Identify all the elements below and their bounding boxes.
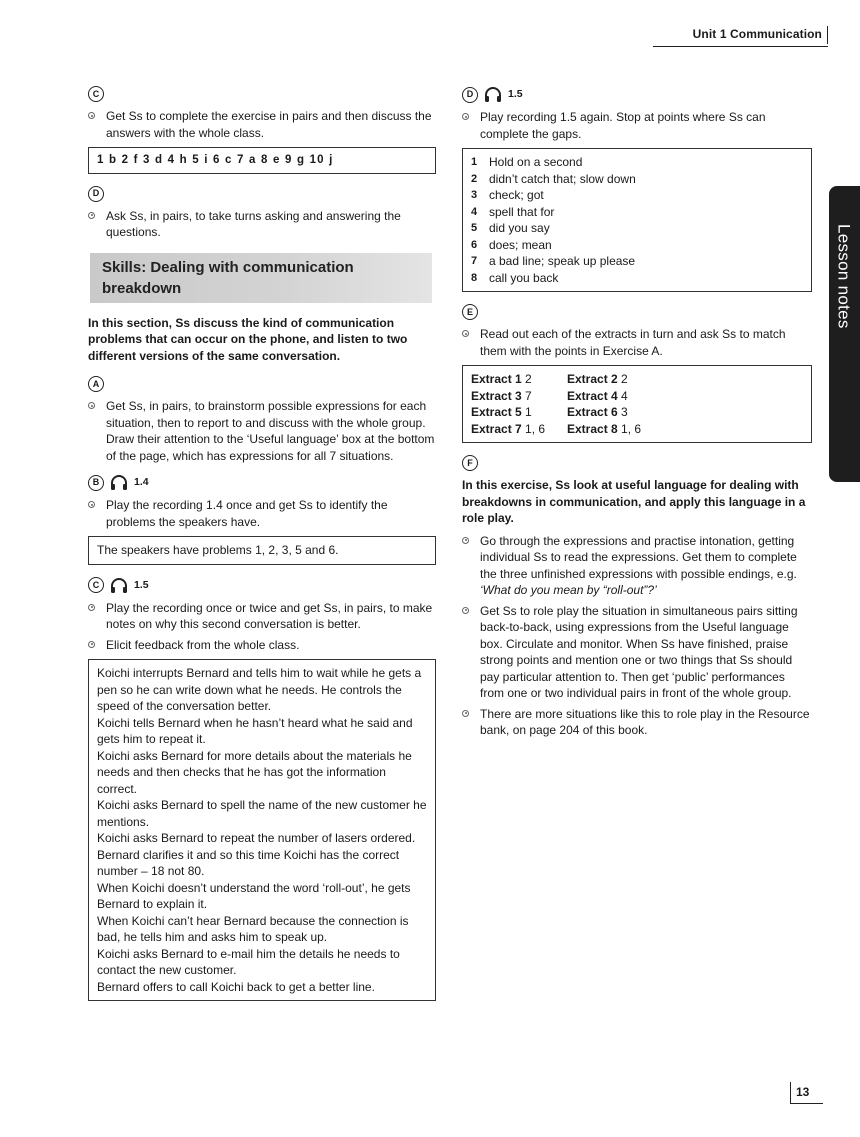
exercise-c2-bullets (88, 600, 436, 654)
bullet-text: Get Ss to complete the exercise in pairs and then discuss the answers with the whole class. (106, 109, 432, 140)
track-number: 1.4 (134, 476, 149, 489)
item-number: 1 (471, 156, 478, 168)
extract-cell (567, 404, 677, 421)
exercise-d1 (88, 186, 436, 241)
page-number: 13 (790, 1082, 823, 1104)
extract-label: Extract 1 (471, 372, 522, 386)
item-number: 5 (471, 222, 478, 234)
extract-label: Extract 4 (567, 388, 618, 403)
skills-intro: In this section, Ss discuss the kind of communication problems that can occur on the phone, and listen to two different versions of the same conversation. (88, 315, 408, 363)
extract-value: 4 (621, 388, 628, 403)
list-item (471, 187, 803, 204)
circle-letter-icon: C (88, 577, 104, 593)
answer-text: The speakers have problems 1, 2, 3, 5 and 6. (97, 543, 339, 557)
answer-line: Koichi asks Bernard to spell the name of the new customer he mentions. (97, 798, 427, 829)
bullet-text: Go through the expressions and practise intonation, getting individual Ss to read the expressions. Get them to complete the three unfinished expressions with possible endings, e.g. (480, 533, 797, 581)
circle-letter-icon: F (462, 455, 478, 471)
bullet-text: Play the recording 1.4 once and get Ss to identify the problems the speakers have. (106, 498, 388, 529)
extract-cell (567, 371, 677, 388)
lesson-notes-tab-label: Lesson notes (834, 224, 854, 329)
extract-grid (471, 371, 803, 437)
list-item (88, 208, 436, 241)
exercise-d2-marker (462, 86, 812, 103)
header-rule (827, 26, 828, 44)
exercise-e (462, 304, 812, 443)
running-header (653, 26, 828, 47)
bullet-text: Elicit feedback from the whole class. (106, 637, 300, 652)
answer-line: Koichi tells Bernard when he hasn’t heard what he said and gets him to repeat it. (97, 715, 413, 746)
item-number: 3 (471, 189, 478, 201)
exercise-f-intro: In this exercise, Ss look at useful language for dealing with breakdowns in communication, and apply this language in a role play. (462, 478, 806, 525)
bullet-icon (88, 641, 95, 648)
extract-cell (567, 421, 677, 438)
list-item (88, 637, 436, 654)
extract-label: Extract 5 (471, 405, 522, 419)
list-item (462, 603, 812, 702)
answer-line: Koichi asks Bernard to repeat the number of lasers ordered. Bernard clarifies it and so this time Koichi has the correct number – 18 not 80. (97, 831, 416, 878)
bullet-icon (88, 112, 95, 119)
bullet-icon (462, 710, 469, 717)
track-number: 1.5 (134, 578, 149, 591)
item-number: 6 (471, 238, 478, 251)
headphones-icon (110, 577, 128, 594)
exercise-c2-answer-box (88, 659, 436, 1001)
exercise-c2 (88, 577, 436, 1002)
extract-label: Extract 2 (567, 372, 618, 386)
circle-letter-icon: C (88, 86, 104, 102)
exercise-c1-marker (88, 86, 436, 102)
exercise-c1 (88, 86, 436, 174)
item-text: didn’t catch that; slow down (489, 171, 636, 186)
list-item (88, 497, 436, 530)
list-item (462, 109, 812, 142)
bullet-icon (88, 604, 95, 611)
exercise-f (462, 455, 812, 739)
answer-key-box (88, 147, 436, 174)
right-column (462, 86, 812, 749)
exercise-c1-bullets (88, 108, 436, 141)
exercise-a-marker (88, 376, 436, 392)
bullet-text: Play recording 1.5 again. Stop at points where Ss can complete the gaps. (480, 110, 766, 141)
item-text: a bad line; speak up please (489, 254, 636, 268)
extract-cell (471, 388, 567, 405)
bullet-icon (462, 113, 469, 120)
example-text: ‘What do you mean by “roll-out”?’ (480, 583, 657, 597)
extract-label: Extract 8 (567, 421, 618, 436)
answer-numbered-list (471, 154, 803, 286)
exercise-d2-bullets (462, 109, 812, 142)
bullet-text: Get Ss, in pairs, to brainstorm possible expressions for each situation, then to report to and discuss with the whole group. Draw their attention to the ‘Useful language’ box at the bottom of the page, which has expressions for all 7 situations. (106, 399, 435, 463)
exercise-f-bullets (462, 533, 812, 739)
item-text: call you back (489, 270, 559, 285)
exercise-c2-marker (88, 577, 436, 594)
answer-line: When Koichi can’t hear Bernard because the connection is bad, he tells him and asks him to speak up. (97, 913, 409, 944)
list-item (471, 220, 803, 237)
answer-line: Koichi asks Bernard to e-mail him the details he needs to contact the new customer. (97, 946, 400, 977)
bullet-icon (88, 402, 95, 409)
list-item (471, 154, 803, 171)
bullet-text: Read out each of the extracts in turn and ask Ss to match them with the points in Exercise A. (480, 327, 786, 358)
extract-cell (471, 371, 567, 388)
list-item (88, 398, 436, 464)
answer-line: When Koichi doesn’t understand the word ‘roll-out’, he gets Bernard to explain it. (97, 880, 411, 911)
exercise-d2-answer-box (462, 148, 812, 292)
exercise-d1-marker (88, 186, 436, 202)
bullet-text: Play the recording once or twice and get Ss, in pairs, to make notes on why this second conversation is better. (106, 600, 433, 631)
lesson-notes-tab (829, 186, 860, 482)
list-item (88, 108, 436, 141)
left-column (88, 86, 436, 1013)
bullet-text: Ask Ss, in pairs, to take turns asking and answering the questions. (106, 208, 401, 239)
exercise-a-bullets (88, 398, 436, 464)
extract-value: 3 (621, 405, 628, 419)
list-item (471, 270, 803, 287)
bullet-text: Get Ss to role play the situation in simultaneous pairs sitting back-to-back, using expressions from the Useful language box. Circulate and monitor. When Ss have finished, praise strong points and mention one or two things that Ss should pay particular attention to. Then get ‘public’ performances from one or two individual pairs in front of the whole group. (480, 603, 798, 700)
extract-label: Extract 7 (471, 421, 522, 436)
extract-cell (471, 404, 567, 421)
track-number: 1.5 (508, 88, 523, 101)
circle-letter-icon: B (88, 475, 104, 491)
exercise-b (88, 474, 436, 565)
item-number: 7 (471, 255, 478, 267)
exercise-e-answer-box (462, 365, 812, 443)
list-item (462, 706, 812, 739)
exercise-e-bullets (462, 326, 812, 359)
list-item (88, 600, 436, 633)
extract-value: 2 (621, 372, 628, 386)
exercise-d1-bullets (88, 208, 436, 241)
item-text: check; got (489, 188, 544, 202)
item-number: 2 (471, 172, 478, 185)
list-item (471, 253, 803, 270)
extract-value: 7 (525, 388, 532, 403)
extract-label: Extract 3 (471, 388, 522, 403)
list-item (471, 237, 803, 254)
answer-line: Koichi interrupts Bernard and tells him to wait while he gets a pen so he can write down what he needs. He controls the speed of the conversation better. (97, 666, 422, 713)
item-text: does; mean (489, 237, 552, 252)
answer-line: Koichi asks Bernard for more details about the materials he needs and then checks that he has got the information correct. (97, 748, 412, 796)
extract-value: 1, 6 (525, 421, 546, 436)
exercise-f-marker (462, 455, 812, 471)
extract-cell (567, 388, 677, 405)
extract-value: 2 (525, 372, 532, 386)
headphones-icon (110, 474, 128, 491)
exercise-b-bullets (88, 497, 436, 530)
list-item (462, 326, 812, 359)
exercise-a (88, 376, 436, 464)
exercise-b-answer-box (88, 536, 436, 565)
bullet-text: There are more situations like this to role play in the Resource bank, on page 204 of this book. (480, 706, 810, 737)
circle-letter-icon: D (88, 186, 104, 202)
extract-label: Extract 6 (567, 405, 618, 419)
skills-heading: Skills: Dealing with communication breakdown (90, 253, 432, 303)
circle-letter-icon: A (88, 376, 104, 392)
extract-value: 1, 6 (621, 421, 642, 436)
bullet-icon (462, 330, 469, 337)
bullet-icon (462, 607, 469, 614)
item-text: did you say (489, 221, 550, 235)
item-number: 4 (471, 205, 478, 218)
answer-line: Bernard offers to call Koichi back to get a better line. (97, 979, 375, 994)
bullet-icon (462, 537, 469, 544)
item-text: Hold on a second (489, 155, 583, 169)
list-item (462, 533, 812, 599)
answer-key-text: 1 b 2 f 3 d 4 h 5 i 6 c 7 a 8 e 9 g 10 j (97, 154, 334, 166)
circle-letter-icon: E (462, 304, 478, 320)
extract-cell (471, 421, 567, 438)
exercise-e-marker (462, 304, 812, 320)
bullet-icon (88, 501, 95, 508)
bullet-icon (88, 212, 95, 219)
exercise-d2 (462, 86, 812, 292)
header-text: Unit 1 Communication (692, 27, 822, 41)
circle-letter-icon: D (462, 87, 478, 103)
headphones-icon (484, 86, 502, 103)
list-item (471, 204, 803, 221)
item-text: spell that for (489, 204, 555, 219)
extract-value: 1 (525, 405, 532, 419)
list-item (471, 171, 803, 188)
item-number: 8 (471, 271, 478, 284)
exercise-b-marker (88, 474, 436, 491)
